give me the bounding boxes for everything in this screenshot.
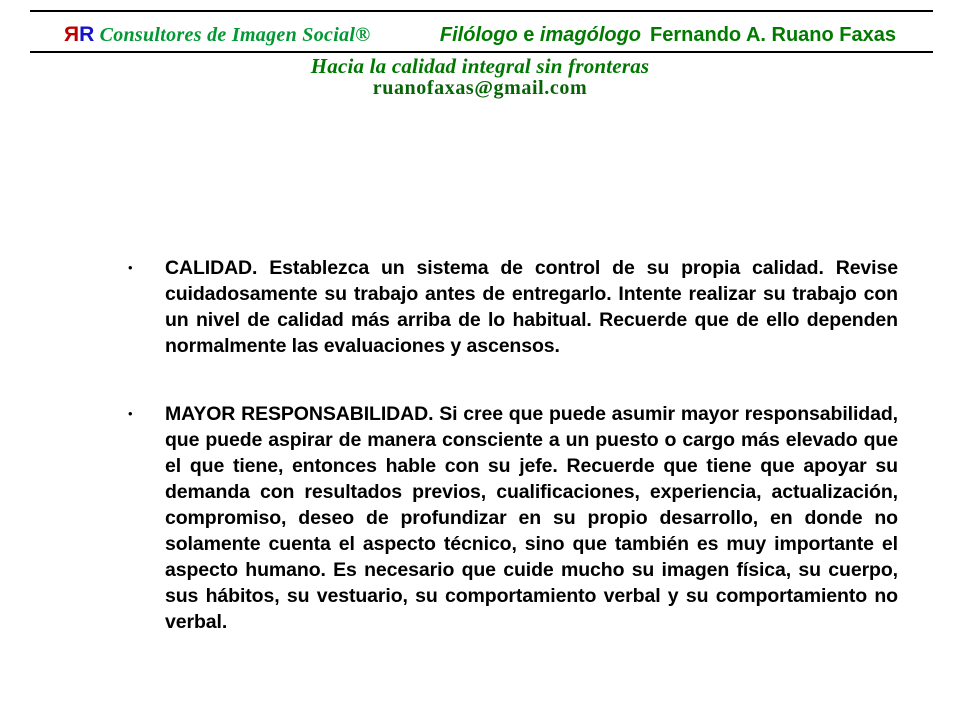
email-address: ruanofaxas@gmail.com: [372, 77, 588, 99]
bullet-item-calidad: [128, 255, 898, 359]
header-top-rule: [30, 10, 933, 12]
bullet-list: [128, 255, 898, 635]
author-line-filologo: Filólogo: [439, 24, 518, 46]
tagline: Hacia la calidad integral sin fronteras: [310, 54, 650, 78]
header-bottom-rule: [30, 51, 933, 53]
header-row: [64, 23, 896, 47]
bullet-text-mayor-responsabilidad: MAYOR RESPONSABILIDAD. Si cree que puede asumir mayor responsabilidad, que puede aspirar de manera consciente a un puesto o cargo más elevado que el que tiene, entonces hable con su jefe. Recuerde que tiene que apoyar su demanda con resultados previos, cualificaciones, experiencia, actualización, compromiso, deseo de profundizar en su propio desarrollo, en donde no solamente cuenta el aspecto técnico, sino que también es muy importante el aspecto humano. Es necesario que cuide mucho su imagen física, su cuerpo, sus hábitos, su vestuario, su comportamiento verbal y su comportamiento no verbal.: [165, 403, 898, 633]
author-name: Fernando A. Ruano Faxas: [650, 24, 896, 46]
author-line-imagologo: imagólogo: [539, 24, 642, 46]
bullet-marker: •: [128, 260, 133, 275]
bullet-text-calidad: CALIDAD. Establezca un sistema de control de su propia calidad. Revise cuidadosamente su trabajo antes de entregarlo. Intente realizar su trabajo con un nivel de calidad más arriba de lo habitual. Recuerde que de ello dependen normalmente las evaluaciones y ascensos.: [165, 257, 898, 357]
brand-letter-r: R: [79, 23, 95, 46]
author-line: [440, 24, 896, 47]
bullet-marker: •: [128, 406, 133, 421]
author-line-e: e: [517, 24, 540, 46]
brand: [64, 23, 370, 47]
brand-name: Consultores de Imagen Social®: [94, 24, 371, 46]
brand-letter-ya: Я: [64, 23, 80, 46]
bullet-item-mayor-responsabilidad: [128, 401, 898, 635]
